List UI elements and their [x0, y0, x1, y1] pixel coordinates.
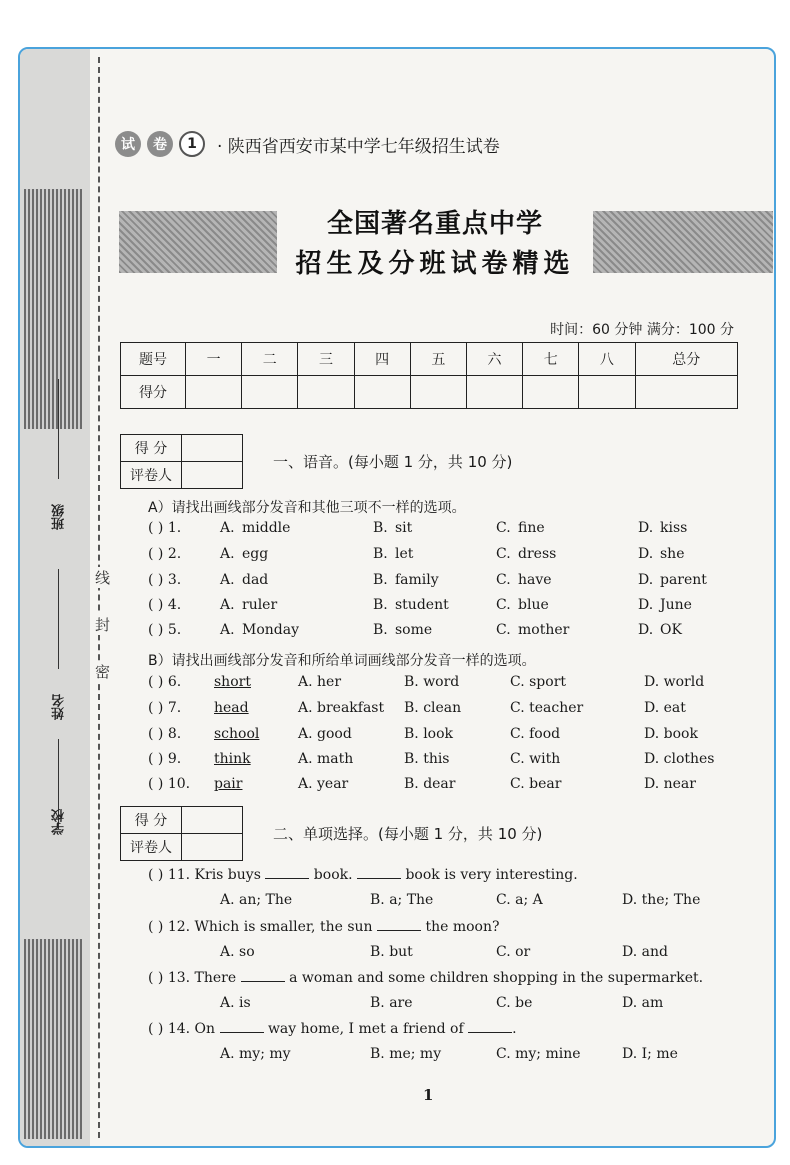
grader-score-label: 得 分 — [121, 435, 182, 462]
option-letter: D. — [638, 520, 654, 536]
grader-name-label: 评卷人 — [121, 462, 182, 489]
exam-page — [18, 47, 776, 1148]
question-row — [148, 622, 768, 644]
badge-number: 1 — [179, 131, 205, 157]
badge-shi: 试 — [115, 131, 141, 157]
option-word: student — [395, 597, 449, 613]
question-number[interactable]: ( ) 6. — [148, 674, 182, 690]
question-number[interactable]: ( ) 11. — [148, 867, 191, 883]
question-text: book. — [313, 867, 353, 883]
option-letter: D. — [638, 622, 654, 638]
option-a: A. my; my — [220, 1046, 291, 1062]
question-text: On — [194, 1021, 216, 1037]
question-row — [148, 776, 768, 798]
class-label: 班级 — [52, 504, 67, 530]
question-row — [148, 726, 768, 748]
given-word: pair — [214, 776, 243, 792]
option-b: B. look — [404, 726, 454, 742]
question-row — [148, 674, 768, 696]
option-letter: C. — [496, 546, 511, 562]
score-header-cell: 四 — [354, 343, 410, 376]
option-d: D. the; The — [622, 892, 701, 908]
option-word: sit — [395, 520, 413, 536]
score-cell[interactable] — [298, 376, 354, 409]
option-word: egg — [242, 546, 269, 562]
question-number[interactable]: ( ) 2. — [148, 546, 182, 562]
score-header-cell: 总分 — [635, 343, 738, 376]
option-c: C. or — [496, 944, 531, 960]
option-a: A. an; The — [220, 892, 293, 908]
question-12 — [148, 918, 500, 935]
school-label: 学校 — [52, 809, 67, 835]
option-c: C. food — [510, 726, 561, 742]
score-table — [120, 342, 738, 409]
seal-char-mi: 密 — [92, 661, 113, 682]
option-d: D. eat — [644, 700, 686, 716]
question-number[interactable]: ( ) 1. — [148, 520, 182, 536]
score-cell[interactable] — [354, 376, 410, 409]
score-header-cell: 一 — [186, 343, 242, 376]
option-word: June — [660, 597, 692, 613]
grader-score-label: 得 分 — [121, 807, 182, 834]
option-word: some — [395, 622, 433, 638]
question-14 — [148, 1020, 517, 1037]
score-cell[interactable] — [579, 376, 635, 409]
score-cell[interactable] — [186, 376, 242, 409]
exam-header-title: · 陕西省西安市某中学七年级招生试卷 — [217, 136, 500, 157]
question-text: Which is smaller, the sun — [194, 919, 373, 935]
option-word: ruler — [242, 597, 278, 613]
question-text: way home, I met a friend of — [267, 1021, 464, 1037]
score-cell[interactable] — [410, 376, 466, 409]
question-number[interactable]: ( ) 10. — [148, 776, 191, 792]
question-number[interactable]: ( ) 4. — [148, 597, 182, 613]
option-a: A. breakfast — [298, 700, 385, 716]
section1-part-a-instruction: A）请找出画线部分发音和其他三项不一样的选项。 — [148, 500, 466, 516]
title-band-right — [593, 211, 773, 273]
option-letter: C. — [496, 622, 511, 638]
question-number[interactable]: ( ) 5. — [148, 622, 182, 638]
score-header-cell: 二 — [242, 343, 298, 376]
option-d: D. and — [622, 944, 668, 960]
option-letter: B. — [373, 546, 388, 562]
option-word: kiss — [660, 520, 688, 536]
option-b: B. a; The — [370, 892, 434, 908]
score-row-label: 得分 — [121, 376, 186, 409]
option-d: D. am — [622, 995, 664, 1011]
option-letter: A. — [220, 622, 235, 638]
section2-heading: 二、单项选择。(每小题 1 分，共 10 分) — [273, 825, 543, 843]
option-word: mother — [518, 622, 570, 638]
exam-header — [115, 131, 500, 157]
question-row — [148, 520, 768, 542]
question-row — [148, 546, 768, 568]
score-cell[interactable] — [523, 376, 579, 409]
score-cell[interactable] — [466, 376, 522, 409]
option-b: B. are — [370, 995, 413, 1011]
question-text: There — [194, 970, 237, 986]
score-header-cell: 七 — [523, 343, 579, 376]
answer-blank[interactable] — [220, 1020, 264, 1033]
section1-heading: 一、语音。(每小题 1 分，共 10 分) — [273, 453, 513, 471]
name-line — [58, 569, 59, 669]
grader-name-cell[interactable] — [182, 462, 243, 489]
main-title-line1: 全国著名重点中学 — [326, 209, 543, 239]
option-word: fine — [518, 520, 545, 536]
given-word: school — [214, 726, 260, 742]
answer-blank[interactable] — [265, 866, 309, 879]
question-11 — [148, 866, 578, 883]
answer-blank[interactable] — [468, 1020, 512, 1033]
option-word: middle — [242, 520, 291, 536]
option-letter: A. — [220, 520, 235, 536]
option-letter: A. — [220, 546, 235, 562]
option-a: A. her — [298, 674, 342, 690]
margin-pattern-top — [24, 189, 82, 429]
question-row — [148, 597, 768, 619]
score-cell[interactable] — [242, 376, 298, 409]
option-b: B. dear — [404, 776, 456, 792]
option-c: C. bear — [510, 776, 562, 792]
option-a: A. is — [220, 995, 251, 1011]
option-a: A. year — [298, 776, 349, 792]
option-letter: B. — [373, 597, 388, 613]
option-b: B. but — [370, 944, 413, 960]
option-word: OK — [660, 622, 682, 638]
option-letter: B. — [373, 520, 388, 536]
option-c: C. be — [496, 995, 533, 1011]
option-word: let — [395, 546, 414, 562]
option-b: B. this — [404, 751, 450, 767]
score-table-header-row — [121, 343, 738, 376]
option-letter: A. — [220, 572, 235, 588]
answer-blank[interactable] — [241, 969, 285, 982]
question-number[interactable]: ( ) 9. — [148, 751, 182, 767]
option-d: D. near — [644, 776, 696, 792]
grader-score-cell[interactable] — [182, 435, 243, 462]
page-number: 1 — [423, 1086, 434, 1104]
given-word: think — [214, 751, 251, 767]
option-d: D. world — [644, 674, 705, 690]
question-row — [148, 700, 768, 722]
option-c: C. with — [510, 751, 561, 767]
question-number[interactable]: ( ) 3. — [148, 572, 182, 588]
question-number[interactable]: ( ) 7. — [148, 700, 182, 716]
score-header-cell: 六 — [466, 343, 522, 376]
section1-grader-box — [120, 434, 243, 489]
score-header-cell: 题号 — [121, 343, 186, 376]
score-header-cell: 三 — [298, 343, 354, 376]
option-letter: B. — [373, 622, 388, 638]
option-word: dad — [242, 572, 269, 588]
options-row — [148, 1046, 768, 1068]
option-b: B. word — [404, 674, 460, 690]
seal-char-feng: 封 — [92, 614, 113, 635]
option-letter: C. — [496, 572, 511, 588]
option-d: D. I; me — [622, 1046, 678, 1062]
question-row — [148, 751, 768, 773]
option-a: A. so — [220, 944, 255, 960]
option-word: dress — [518, 546, 557, 562]
binding-margin — [20, 49, 90, 1146]
badge-juan: 卷 — [147, 131, 173, 157]
name-label: 姓名 — [52, 694, 67, 720]
question-number[interactable]: ( ) 14. — [148, 1021, 191, 1037]
option-word: have — [518, 572, 552, 588]
option-letter: A. — [220, 597, 235, 613]
question-number[interactable]: ( ) 13. — [148, 970, 191, 986]
option-letter: D. — [638, 546, 654, 562]
option-c: C. sport — [510, 674, 567, 690]
question-text: book is very interesting. — [405, 867, 578, 883]
time-and-score-info: 时间：60 分钟 满分：100 分 — [550, 322, 734, 338]
question-text: . — [512, 1021, 517, 1037]
option-b: B. me; my — [370, 1046, 442, 1062]
score-table-score-row — [121, 376, 738, 409]
option-letter: D. — [638, 597, 654, 613]
score-header-cell: 八 — [579, 343, 635, 376]
given-word: short — [214, 674, 251, 690]
option-word: blue — [518, 597, 549, 613]
option-c: C. my; mine — [496, 1046, 581, 1062]
given-word: head — [214, 700, 249, 716]
score-cell[interactable] — [635, 376, 738, 409]
title-band-left — [119, 211, 277, 273]
answer-blank[interactable] — [357, 866, 401, 879]
grader-name-label: 评卷人 — [121, 834, 182, 861]
question-text: Kris buys — [194, 867, 261, 883]
question-number[interactable]: ( ) 12. — [148, 919, 191, 935]
grader-name-cell[interactable] — [182, 834, 243, 861]
option-letter: B. — [373, 572, 388, 588]
option-d: D. book — [644, 726, 698, 742]
seal-dash-line — [98, 57, 100, 1138]
option-a: A. math — [298, 751, 354, 767]
option-b: B. clean — [404, 700, 462, 716]
score-header-cell: 五 — [410, 343, 466, 376]
option-letter: C. — [496, 597, 511, 613]
option-letter: D. — [638, 572, 654, 588]
option-a: A. good — [298, 726, 352, 742]
option-letter: C. — [496, 520, 511, 536]
options-row — [148, 995, 768, 1017]
options-row — [148, 892, 768, 914]
option-word: parent — [660, 572, 707, 588]
option-word: family — [395, 572, 439, 588]
class-line — [58, 379, 59, 479]
answer-blank[interactable] — [377, 918, 421, 931]
main-title-line2: 招生及分班试卷精选 — [295, 249, 575, 279]
question-row — [148, 572, 768, 594]
margin-pattern-bottom — [24, 939, 82, 1139]
grader-score-cell[interactable] — [182, 807, 243, 834]
option-word: Monday — [242, 622, 299, 638]
question-13 — [148, 969, 703, 986]
page-content — [115, 49, 774, 1146]
section2-grader-box — [120, 806, 243, 861]
option-word: she — [660, 546, 685, 562]
question-number[interactable]: ( ) 8. — [148, 726, 182, 742]
options-row — [148, 944, 768, 966]
option-c: C. a; A — [496, 892, 543, 908]
question-text: the moon? — [425, 919, 500, 935]
section1-part-b-instruction: B）请找出画线部分发音和所给单词画线部分发音一样的选项。 — [148, 653, 536, 669]
option-c: C. teacher — [510, 700, 584, 716]
option-d: D. clothes — [644, 751, 715, 767]
question-text: a woman and some children shopping in the supermarket. — [289, 970, 704, 986]
seal-char-xian: 线 — [92, 567, 113, 588]
